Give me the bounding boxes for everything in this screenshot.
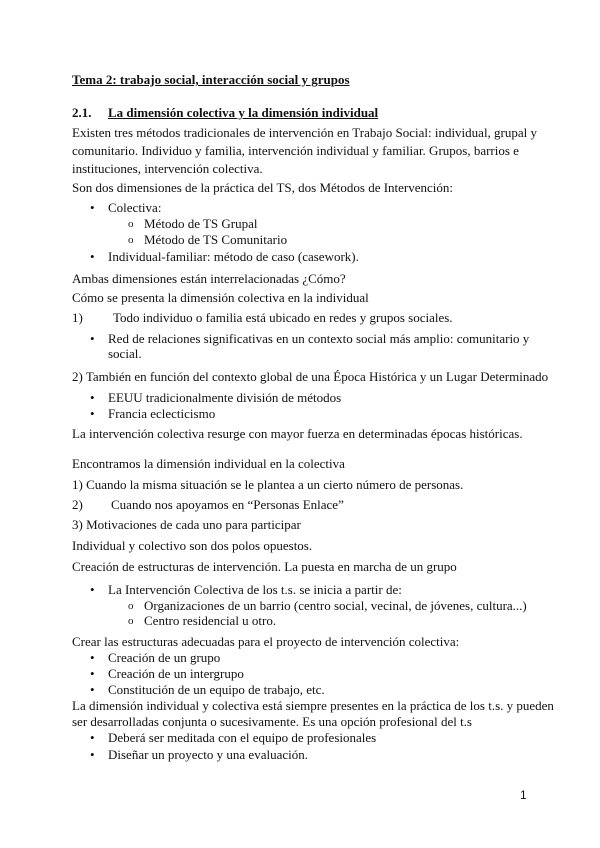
bullet-icon: • <box>90 730 95 745</box>
list-item: Individual-familiar: método de caso (casework). <box>108 249 359 264</box>
section-title: La dimensión colectiva y la dimensión individual <box>108 105 379 120</box>
paragraph-line: ser desarrolladas conjunta o sucesivamente. Es una opción profesional del t.s <box>72 714 472 729</box>
bullet-icon: • <box>90 406 95 421</box>
paragraph: Encontramos la dimensión individual en la colectiva <box>72 456 345 471</box>
list-item: Red de relaciones significativas en un contexto social más amplio: comunitario y <box>108 331 530 346</box>
sub-list-item: Método de TS Comunitario <box>144 232 288 247</box>
paragraph-line: instituciones, intervención colectiva. <box>72 161 263 176</box>
list-item: Creación de un grupo <box>108 650 221 665</box>
sub-list-item: Organizaciones de un barrio (centro social, vecinal, de jóvenes, cultura...) <box>144 598 527 613</box>
numbered-item: Cuando nos apoyamos en “Personas Enlace” <box>111 497 344 512</box>
paragraph-line: comunitario. Individuo y familia, intervención individual y familiar. Grupos, barrios e <box>72 143 519 158</box>
paragraph: Crear las estructuras adecuadas para el proyecto de intervención colectiva: <box>72 634 460 649</box>
item-number: 1) <box>72 310 83 325</box>
list-item: Deberá ser meditada con el equipo de profesionales <box>108 730 377 745</box>
bullet-icon: • <box>90 650 95 665</box>
bullet-icon: • <box>90 682 95 697</box>
list-item: La Intervención Colectiva de los t.s. se inicia a partir de: <box>108 582 402 597</box>
bullet-icon: • <box>90 747 95 762</box>
paragraph: Individual y colectivo son dos polos opuestos. <box>72 538 313 553</box>
numbered-item: 3) Motivaciones de cada uno para participar <box>72 517 301 532</box>
list-item-continuation: social. <box>108 346 142 361</box>
paragraph: Ambas dimensiones están interrelacionadas ¿Cómo? <box>72 271 346 286</box>
item-number: 2) <box>72 497 83 512</box>
paragraph-line: La dimensión individual y colectiva está siempre presentes en la práctica de los t.s. y pueden <box>72 698 554 713</box>
list-item: EEUU tradicionalmente división de métodos <box>108 390 342 405</box>
paragraph: La intervención colectiva resurge con mayor fuerza en determinadas épocas históricas. <box>72 426 523 441</box>
paragraph: Cómo se presenta la dimensión colectiva en la individual <box>72 290 369 305</box>
paragraph: Son dos dimensiones de la práctica del TS, dos Métodos de Intervención: <box>72 180 454 195</box>
bullet-icon: • <box>90 249 95 264</box>
page-number: 1 <box>520 788 527 802</box>
numbered-item: 2) También en función del contexto global de una Época Histórica y un Lugar Determinado <box>72 369 549 384</box>
sub-bullet-icon: o <box>128 218 134 230</box>
section-number: 2.1. <box>72 105 92 120</box>
list-item: Constitución de un equipo de trabajo, etc. <box>108 682 325 697</box>
numbered-item: 1) Cuando la misma situación se le plantea a un cierto número de personas. <box>72 477 464 492</box>
list-item: Francia eclecticismo <box>108 406 216 421</box>
sub-list-item: Método de TS Grupal <box>144 216 258 231</box>
bullet-icon: • <box>90 331 95 346</box>
bullet-icon: • <box>90 200 95 215</box>
sub-bullet-icon: o <box>128 615 134 627</box>
sub-bullet-icon: o <box>128 234 134 246</box>
list-item: Diseñar un proyecto y una evaluación. <box>108 747 308 762</box>
list-item: Colectiva: <box>108 200 162 215</box>
numbered-item: Todo individuo o familia está ubicado en redes y grupos sociales. <box>113 310 453 325</box>
paragraph: Creación de estructuras de intervención. La puesta en marcha de un grupo <box>72 559 457 574</box>
list-item: Creación de un intergrupo <box>108 666 244 681</box>
sub-bullet-icon: o <box>128 600 134 612</box>
bullet-icon: • <box>90 666 95 681</box>
document-title: Tema 2: trabajo social, interacción social y grupos <box>72 72 350 87</box>
sub-list-item: Centro residencial u otro. <box>144 613 277 628</box>
bullet-icon: • <box>90 390 95 405</box>
bullet-icon: • <box>90 582 95 597</box>
paragraph-line: Existen tres métodos tradicionales de intervención en Trabajo Social: individual, grupal y <box>72 125 538 140</box>
